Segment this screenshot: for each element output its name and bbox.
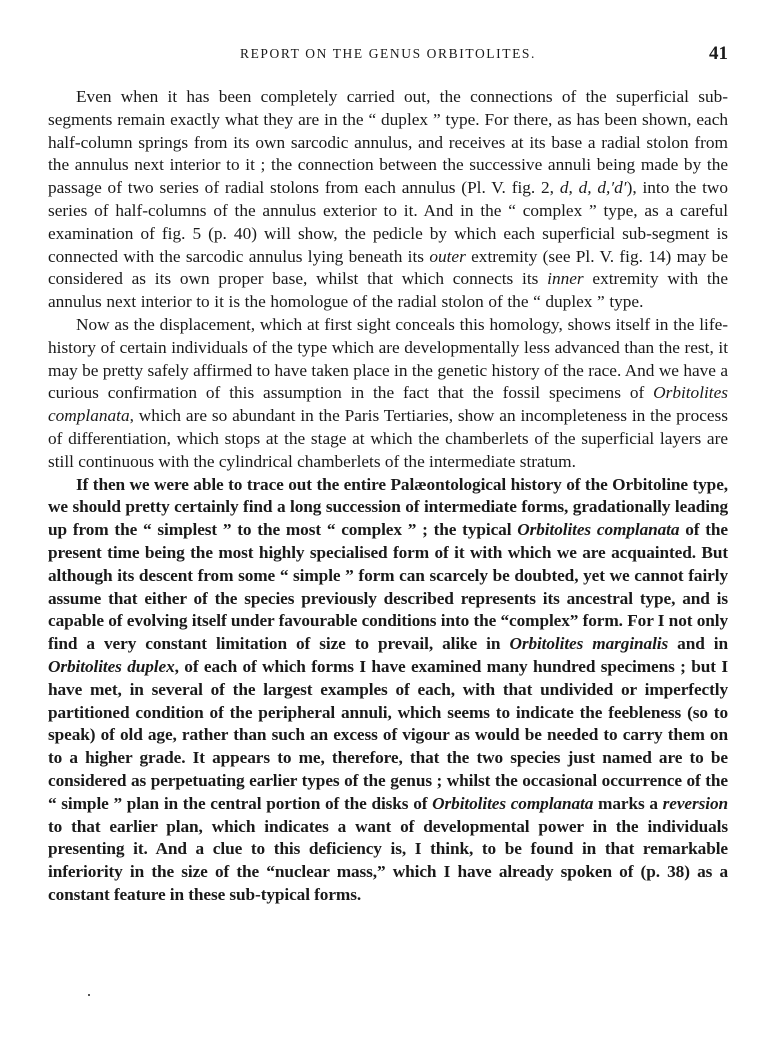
species-name: Orbitolites duplex: [48, 656, 175, 676]
paragraph-palaeontological-history: [48, 474, 728, 907]
species-name: Orbitolites complanata: [517, 520, 680, 540]
species-name: Orbitolites marginalis: [509, 634, 669, 654]
running-head: REPORT ON THE GENUS ORBITOLITES.: [239, 46, 537, 61]
paragraph-displacement: [48, 314, 728, 474]
italic-reversion: reversion: [662, 793, 728, 813]
text-run: to that earlier plan, which indicates a want of developmental power in the individuals presenting it. And a clue to this deficiency is, I think, to be found in that remarkable inferiority in the size of the “nuclear mass,” which I have already spoken of (p. 38) as a constant feature in these sub-typical forms.: [48, 816, 728, 904]
italic-inner: inner: [547, 269, 584, 289]
text-run: marks a: [593, 793, 663, 813]
body-text: [48, 86, 728, 907]
text-run: , of each of which forms I have examined many hundred specimens ; but I have met, in several of the largest examples of each, with that undivided or imperfectly partitioned condition of the peripheral annuli, which seems to indicate the feebleness (so to speak) of old age, rather than such an excess of vigour as would be needed to carry them on to a higher grade. It appears to me, therefore, that the two species just named are to be considered as perpetuating earlier types of the genus ; whilst the occasional occurrence of the “ simple ” plan in the central portion of the disks of: [48, 656, 728, 813]
species-name: Orbitolites complanata: [432, 793, 594, 813]
species-name: Orbitolites complanata: [48, 383, 728, 426]
text-run: If then we were able to trace out the entire Palæontological history of the Orbitoline type, we should pretty certainly find a long succession of intermediate forms, gradationally leading up from the “ simplest ” to the most “ complex ” ; the typical: [48, 474, 728, 540]
text-run: Even when it has been completely carried out, the connections of the superficial sub-segments remain exactly what they are in the “ duplex ” type. For there, as has been shown, each half-column springs from its own sarcodic annulus, and receives at its base a radial stolon from the annulus next interior to it ; the connection between the successive annuli being made by the passage of two series of radial stolons from each annulus (Pl. V. fig. 2,: [48, 87, 728, 198]
page-number: 41: [709, 43, 728, 64]
text-run: and in: [668, 634, 728, 654]
text-run: , which are so abundant in the Paris Tertiaries, show an incompleteness in the process of differentiation, which stops at the stage at which the chamberlets of the superficial layers are still continuous with the cylindrical chamberlets of the intermediate stratum.: [48, 406, 728, 471]
text-run: extremity with the annulus next interior to it is the homologue of the radial stolon of the “ duplex ” type.: [48, 269, 728, 312]
text-run: ), into the two series of half-columns of the annulus exterior to it. And in the “ complex ” type, as a careful examination of fig. 5 (p. 40) will show, the pedicle by which each superficial sub-segment is connected with the sarcodic annulus lying beneath its: [48, 178, 729, 266]
text-run: of the present time being the most highly specialised form of it with which we are acquainted. But although its descent from some “ simple ” form can scarcely be doubted, yet we cannot fairly assume that either of the species previously described represents its ancestral type, and is capable of evolving itself under favourable conditions into the “complex” form. For I not only find a very constant limitation of size to prevail, alike in: [48, 520, 729, 654]
text-run: extremity (see Pl. V. fig. 14) may be considered as its own proper base, whilst that which connects its: [48, 246, 728, 289]
italic-outer: outer: [429, 246, 466, 266]
paragraph-duplex-connections: [48, 86, 728, 314]
text-run: Now as the displacement, which at first sight conceals this homology, shows itself in the life-history of certain individuals of the type which are developmentally less advanced than the rest, it may be pretty safely affirmed to have taken place in the genetic history of the race. And we have a curious confirmation of this assumption in the fact that the fossil specimens of: [48, 314, 728, 403]
print-speck: [88, 994, 90, 996]
page-header: [48, 42, 728, 66]
italic-letters: d, d, d,′d′: [559, 178, 627, 198]
